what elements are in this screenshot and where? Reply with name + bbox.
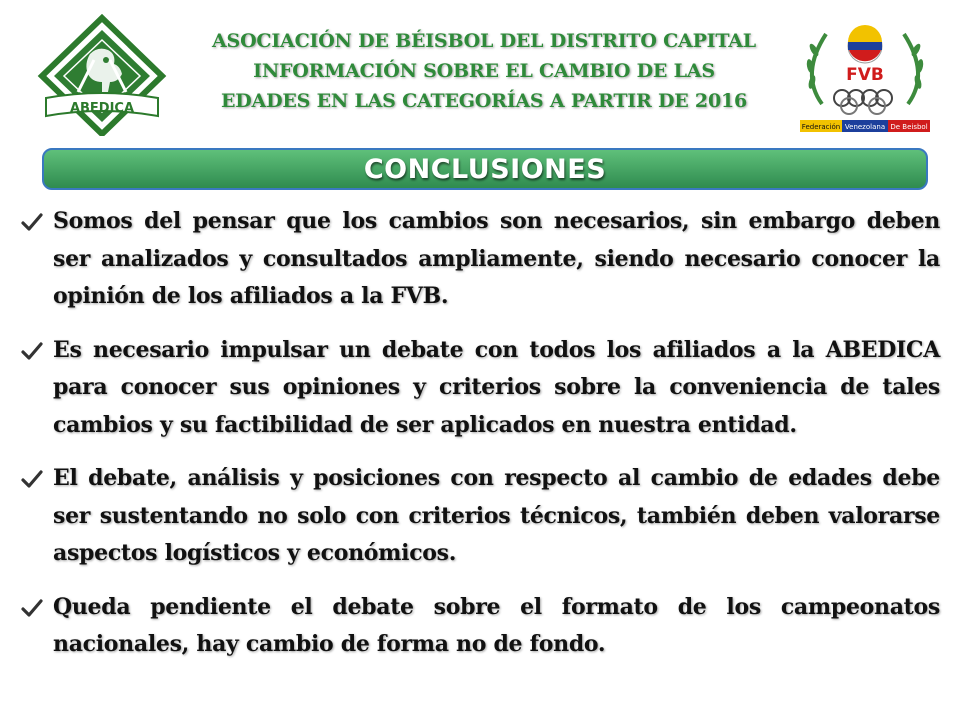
header-line-2: INFORMACIÓN SOBRE EL CAMBIO DE LAS xyxy=(253,60,715,82)
fvb-ribbon-text-2: Venezolana xyxy=(844,123,886,131)
fvb-ribbon-text-1: Federación xyxy=(801,123,841,131)
check-icon xyxy=(20,596,44,620)
abedica-logo-text: ABEDICA xyxy=(69,101,135,116)
conclusion-text: El debate, análisis y posiciones con respecto al cambio de edades debe ser sustentando no solo con criterios técnicos, también deben valorarse aspectos logísticos y económicos. xyxy=(53,465,940,566)
abedica-logo xyxy=(36,14,168,136)
section-title: CONCLUSIONES xyxy=(363,153,607,185)
header-line-1: ASOCIACIÓN DE BÉISBOL DEL DISTRITO CAPITAL xyxy=(212,30,756,52)
fvb-logo-text: FVB xyxy=(846,65,884,85)
conclusion-text: Es necesario impulsar un debate con todos los afiliados a la ABEDICA para conocer sus opiniones y criterios sobre la conveniencia de tales cambios y su factibilidad de ser aplicados en nuestra entidad. xyxy=(53,336,940,438)
conclusion-item xyxy=(20,332,940,445)
fvb-logo xyxy=(794,16,936,138)
check-icon xyxy=(20,467,44,491)
conclusion-item xyxy=(20,460,940,573)
fvb-ribbon-text-3: De Beisbol xyxy=(890,123,928,131)
check-icon xyxy=(20,210,44,234)
header-title xyxy=(150,26,818,116)
conclusions-list xyxy=(20,203,940,680)
section-banner xyxy=(42,148,928,190)
header-line-3: EDADES EN LAS CATEGORÍAS A PARTIR DE 2016 xyxy=(220,90,748,112)
conclusion-text: Somos del pensar que los cambios son necesarios, sin embargo deben ser analizados y consultados ampliamente, siendo necesario conocer la opinión de los afiliados a la FVB. xyxy=(53,208,940,309)
conclusion-text: Queda pendiente el debate sobre el formato de los campeonatos nacionales, hay cambio de forma no de fondo. xyxy=(53,593,940,657)
check-icon xyxy=(20,339,44,363)
conclusion-item xyxy=(20,589,940,664)
conclusion-item xyxy=(20,203,940,316)
